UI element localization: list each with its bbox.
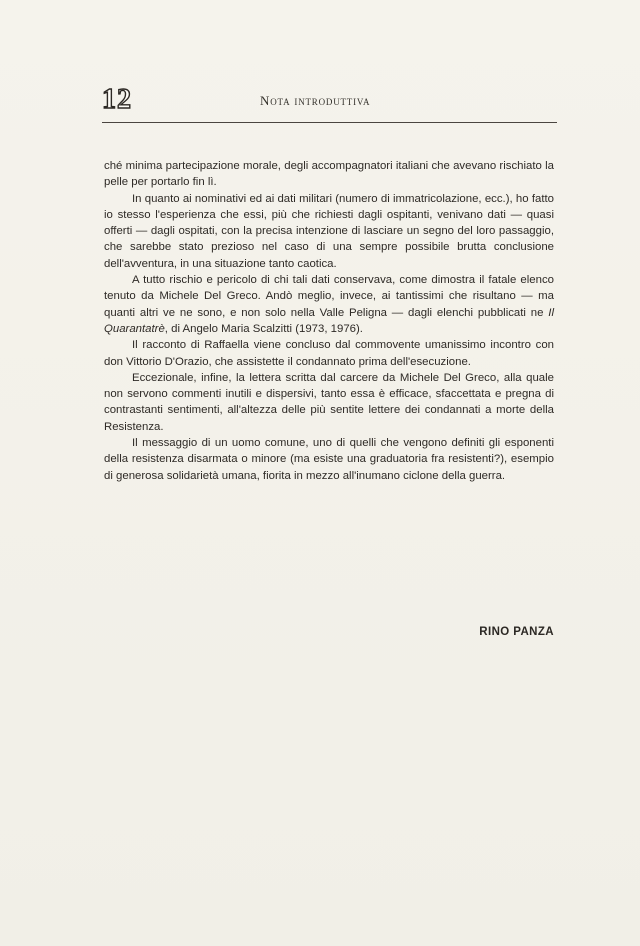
paragraph-military-data: In quanto ai nominativi ed ai dati militari (numero di immatricolazione, ecc.), ho fatto io stesso l'esperienza che essi, più che richiesti dagli ospitanti, venivano dati — quasi offerti — dagli ospitati, con la precisa intenzione di lasciare un segno del loro passaggio, che sarebbe stato prezioso nel caso di una sempre possibile brutta conclusione dell'avventura, in una situazione tanto caotica. bbox=[104, 192, 554, 270]
paragraph-risk bbox=[104, 272, 554, 337]
citation-tail: , di Angelo Maria Scalzitti (1973, 1976). bbox=[164, 322, 363, 335]
paragraph-risk-text: A tutto rischio e pericolo di chi tali dati conservava, come dimostra il fatale elenco tenuto da Michele Del Greco. Andò meglio, invece, ai tantissimi che risultano — ma quanti altri ve ne sono, e non solo nella Valle Peligna — dagli elenchi pubblicati ne bbox=[104, 274, 554, 319]
paragraph-message: Il messaggio di un uomo comune, uno di quelli che vengono definiti gli esponenti della resistenza disarmata o minore (ma esiste una graduatoria fra resistenti?), esempio di generosa solidarietà umana, fiorita in mezzo all'inumano ciclone della guerra. bbox=[104, 437, 554, 482]
paragraph-continuation: ché minima partecipazione morale, degli accompagnatori italiani che avevano rischiato la pelle per portarlo fin lì. bbox=[104, 160, 554, 189]
body-text bbox=[104, 158, 554, 484]
page-number: 12 bbox=[102, 84, 132, 115]
paragraph-raffaella: Il racconto di Raffaella viene concluso dal commovente umanissimo incontro con don Vittorio D'Orazio, che assistette il condannato prima dell'esecuzione. bbox=[104, 339, 554, 368]
author-signature: RINO PANZA bbox=[479, 626, 554, 638]
page-header bbox=[102, 84, 557, 124]
book-title: Il Quarantatrè bbox=[104, 306, 554, 335]
header-rule bbox=[102, 122, 557, 123]
running-title: Nota introduttiva bbox=[260, 93, 371, 108]
paragraph-letter: Eccezionale, infine, la lettera scritta dal carcere da Michele Del Greco, alla quale non servono commenti inutili e dispersivi, tanto essa è efficace, sfaccettata e pregna di contrastanti sentimenti, all'altezza delle più sentite lettere dei condannati a morte della Resistenza. bbox=[104, 371, 554, 433]
